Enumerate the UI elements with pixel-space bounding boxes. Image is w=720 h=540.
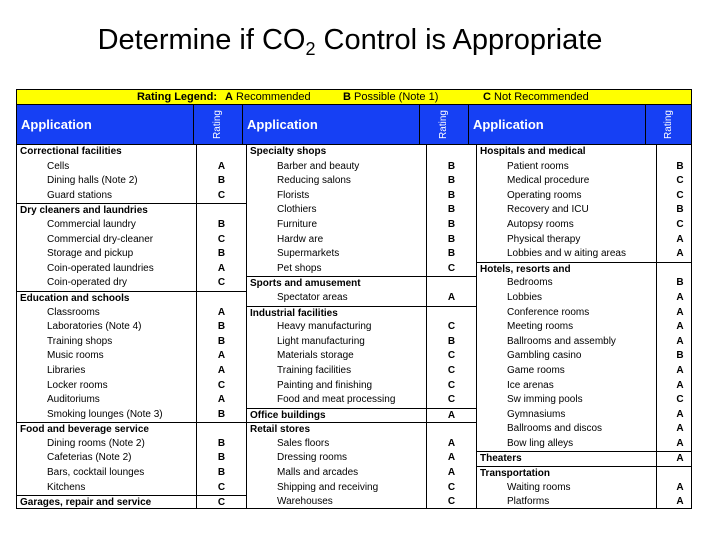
rating-value: [197, 291, 246, 306]
rating-value: A: [676, 291, 684, 303]
application-item: Coin-operated dry: [47, 277, 128, 289]
rating-value: B: [217, 437, 226, 449]
application-item: Dining rooms (Note 2): [47, 437, 145, 449]
application-item: Conference rooms: [507, 306, 590, 318]
application-item: Recovery and ICU: [507, 204, 589, 216]
rating-value: [197, 145, 246, 160]
rating-value: A: [447, 452, 456, 464]
rating-value: [427, 306, 476, 321]
table-header: [17, 105, 691, 145]
application-cells: [17, 145, 197, 508]
rating-value: A: [447, 291, 456, 303]
table-column: [477, 145, 692, 508]
table-column: [17, 145, 247, 508]
category-heading: Dry cleaners and laundries: [17, 203, 196, 218]
rating-value: A: [217, 364, 226, 376]
rating-legend: [17, 90, 691, 105]
rating-value: B: [447, 218, 456, 230]
application-item: Training shops: [47, 335, 113, 347]
application-item: Heavy manufacturing: [277, 321, 372, 333]
category-heading: Transportation: [477, 466, 656, 481]
rating-value: A: [676, 408, 684, 420]
application-item: Lobbies and w aiting areas: [507, 248, 626, 260]
rating-value: [427, 145, 476, 160]
rating-value: [197, 422, 246, 437]
header-rating: Rating: [662, 110, 674, 139]
rating-value: A: [427, 408, 476, 423]
rating-value: [197, 203, 246, 218]
application-item: Spectator areas: [277, 291, 348, 303]
rating-value: B: [447, 233, 456, 245]
category-heading: Hotels, resorts and: [477, 262, 656, 277]
rating-value: B: [676, 350, 684, 362]
category-heading: Specialty shops: [250, 146, 327, 157]
rating-value: A: [447, 437, 456, 449]
rating-value: C: [447, 321, 456, 333]
rating-value: A: [657, 451, 692, 466]
application-item: Dining halls (Note 2): [47, 175, 138, 187]
application-item: Reducing salons: [277, 175, 351, 187]
rating-value: C: [217, 277, 226, 289]
rating-value: [427, 422, 476, 437]
application-item: Bedrooms: [507, 277, 553, 289]
application-item: Laboratories (Note 4): [47, 321, 142, 333]
application-item: Ballrooms and assembly: [507, 335, 616, 347]
application-item: Cells: [47, 160, 70, 172]
rating-value: B: [676, 204, 684, 216]
rating-value: A: [447, 467, 456, 479]
category-heading: Education and schools: [17, 291, 196, 306]
rating-value: C: [197, 495, 246, 509]
application-item: Autopsy rooms: [507, 218, 574, 230]
rating-value: C: [447, 262, 456, 274]
rating-value: B: [447, 189, 456, 201]
rating-value: [427, 276, 476, 291]
rating-value: C: [447, 481, 456, 493]
application-item: Ice arenas: [507, 379, 554, 391]
rating-value: [657, 466, 692, 481]
application-item: Clothiers: [277, 204, 317, 216]
application-item: Waiting rooms: [507, 481, 571, 493]
legend-c: C Not Recommended: [483, 91, 589, 103]
application-item: Lobbies: [507, 291, 543, 303]
rating-value: C: [447, 350, 456, 362]
header-rating: Rating: [420, 105, 469, 144]
rating-value: A: [217, 306, 226, 318]
rating-value: A: [676, 364, 684, 376]
rating-value: C: [217, 189, 226, 201]
application-item: Meeting rooms: [507, 321, 574, 333]
application-item: Training facilities: [277, 364, 352, 376]
category-heading: Office buildings: [247, 408, 426, 423]
rating-value: A: [217, 394, 226, 406]
application-item: Light manufacturing: [277, 335, 365, 347]
rating-value: A: [676, 248, 684, 260]
table-body: [17, 145, 691, 508]
rating-value: B: [447, 248, 456, 260]
application-item: Warehouses: [277, 496, 333, 508]
application-item: Sw imming pools: [507, 394, 583, 406]
rating-value: B: [217, 408, 226, 420]
rating-value: C: [676, 189, 684, 201]
application-item: Patient rooms: [507, 160, 569, 172]
rating-value: B: [676, 160, 684, 172]
application-item: Guard stations: [47, 189, 113, 201]
application-item: Libraries: [47, 364, 86, 376]
application-item: Medical procedure: [507, 175, 590, 187]
table-column: [247, 145, 477, 508]
application-item: Game rooms: [507, 364, 565, 376]
rating-value: C: [217, 233, 226, 245]
rating-value: B: [447, 175, 456, 187]
rating-table: [16, 89, 692, 509]
rating-value: A: [676, 496, 684, 508]
category-heading: Food and beverage service: [17, 422, 196, 437]
application-item: Florists: [277, 189, 310, 201]
rating-value: C: [447, 379, 456, 391]
application-cells: [477, 145, 657, 508]
application-item: Food and meat processing: [277, 394, 396, 406]
application-item: Bars, cocktail lounges: [47, 467, 145, 479]
rating-value: A: [676, 233, 684, 245]
application-item: Hardw are: [277, 233, 324, 245]
rating-cells: [657, 145, 692, 508]
application-item: Gambling casino: [507, 350, 582, 362]
rating-value: C: [447, 394, 456, 406]
application-item: Smoking lounges (Note 3): [47, 408, 163, 420]
rating-value: A: [217, 160, 226, 172]
category-heading: Retail stores: [247, 422, 426, 437]
rating-value: [657, 145, 692, 160]
category-heading: Hospitals and medical: [480, 146, 586, 157]
application-item: Kitchens: [47, 481, 86, 493]
application-item: Physical therapy: [507, 233, 581, 245]
application-item: Coin-operated laundries: [47, 262, 154, 274]
application-item: Classrooms: [47, 306, 100, 318]
category-heading: Theaters: [477, 451, 656, 466]
application-item: Gymnasiums: [507, 408, 566, 420]
legend-b: B Possible (Note 1): [343, 91, 439, 103]
header-application: Application: [243, 105, 420, 144]
rating-value: B: [217, 248, 226, 260]
rating-value: A: [676, 437, 684, 449]
application-item: Operating rooms: [507, 189, 582, 201]
rating-value: B: [217, 335, 226, 347]
rating-value: A: [676, 481, 684, 493]
application-item: Locker rooms: [47, 379, 108, 391]
application-item: Commercial dry-cleaner: [47, 233, 154, 245]
application-item: Auditoriums: [47, 394, 100, 406]
rating-value: B: [447, 160, 456, 172]
application-item: Storage and pickup: [47, 248, 134, 260]
application-item: Shipping and receiving: [277, 481, 379, 493]
application-cells: [247, 145, 427, 508]
rating-value: B: [447, 335, 456, 347]
rating-value: B: [676, 277, 684, 289]
rating-cells: [197, 145, 247, 508]
rating-value: B: [447, 204, 456, 216]
category-heading: Correctional facilities: [20, 146, 122, 157]
legend-label: Rating Legend:: [136, 91, 217, 103]
application-item: Furniture: [277, 218, 318, 230]
rating-value: B: [217, 467, 226, 479]
rating-value: C: [447, 364, 456, 376]
category-heading: Industrial facilities: [247, 306, 426, 321]
rating-value: C: [676, 218, 684, 230]
category-heading: Garages, repair and service: [17, 495, 196, 509]
rating-value: B: [217, 452, 226, 464]
application-item: Platforms: [507, 496, 550, 508]
application-item: Supermarkets: [277, 248, 340, 260]
rating-value: A: [676, 306, 684, 318]
application-item: Cafeterias (Note 2): [47, 452, 132, 464]
header-application: Application: [17, 105, 194, 144]
category-heading: Sports and amusement: [247, 276, 426, 291]
rating-value: A: [217, 262, 226, 274]
header-rating: Rating: [194, 105, 243, 144]
application-item: Bow ling alleys: [507, 437, 574, 449]
rating-value: A: [217, 350, 226, 362]
rating-value: C: [217, 481, 226, 493]
application-item: Music rooms: [47, 350, 104, 362]
page-title: Determine if $CO_2$ Control is Appropriate: [97, 24, 603, 59]
header-application: Application: [469, 105, 646, 144]
rating-value: C: [447, 496, 456, 508]
rating-value: A: [676, 335, 684, 347]
application-item: Materials storage: [277, 350, 354, 362]
application-item: Barber and beauty: [277, 160, 360, 172]
rating-value: A: [676, 321, 684, 333]
rating-value: C: [217, 379, 226, 391]
rating-value: B: [217, 175, 226, 187]
application-item: Commercial laundry: [47, 218, 136, 230]
rating-value: B: [217, 321, 226, 333]
rating-value: B: [217, 218, 226, 230]
application-item: Ballrooms and discos: [507, 423, 603, 435]
application-item: Sales floors: [277, 437, 330, 449]
rating-value: [657, 262, 692, 277]
rating-cells: [427, 145, 477, 508]
rating-value: A: [676, 379, 684, 391]
legend-a: A Recommended: [225, 91, 311, 103]
rating-value: A: [676, 423, 684, 435]
application-item: Malls and arcades: [277, 467, 359, 479]
application-item: Painting and finishing: [277, 379, 373, 391]
rating-value: C: [676, 394, 684, 406]
rating-value: C: [676, 175, 684, 187]
application-item: Pet shops: [277, 262, 322, 274]
application-item: Dressing rooms: [277, 452, 348, 464]
